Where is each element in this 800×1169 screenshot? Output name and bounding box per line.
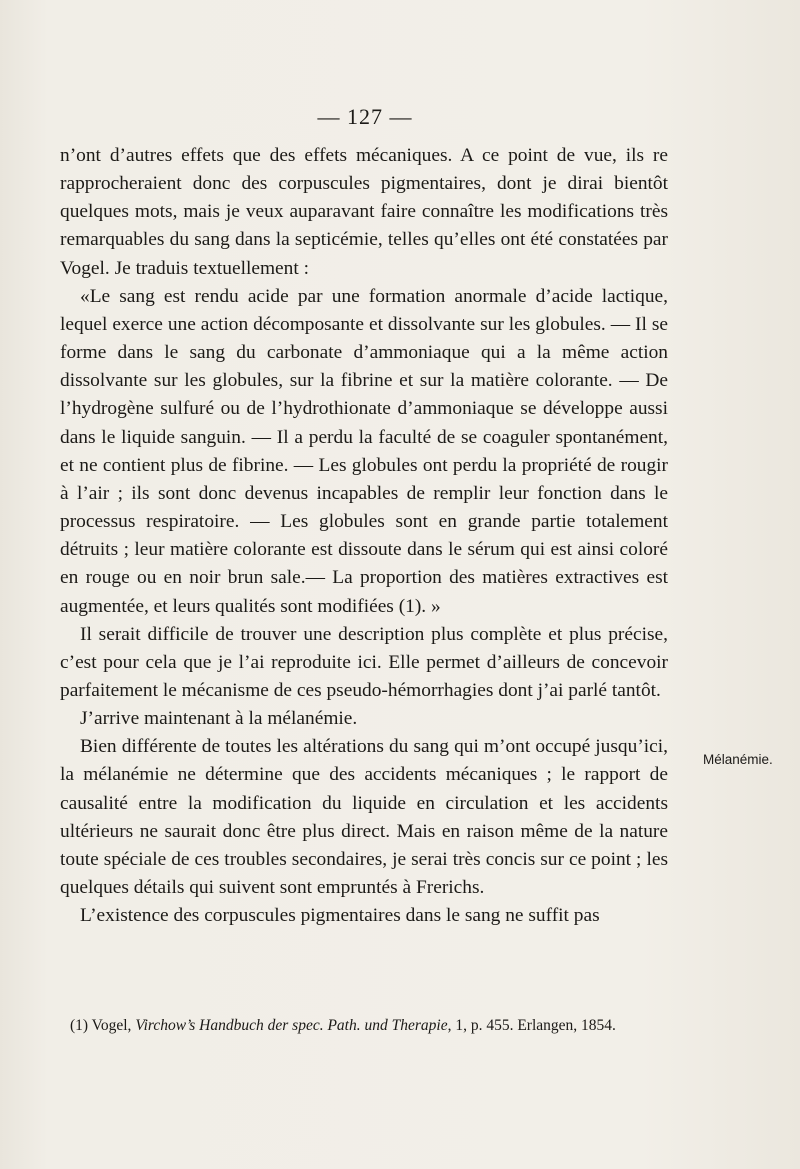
paragraph-6: L’existence des corpuscules pigmentaires dans le sang ne suffit pas	[80, 905, 600, 927]
paragraph-3: Il serait difficile de trouver une description plus complète et plus précise, c’est pour cela que je l’ai reproduite ici. Elle permet d’ailleurs de concevoir parfaitement le mécanisme de ces pseudo-hémorrhagies dont j’ai parlé tantôt.	[60, 623, 668, 701]
footnote	[70, 1017, 670, 1035]
margin-note: Mélanémie.	[703, 752, 773, 767]
page-number: — 127 —	[317, 104, 413, 129]
paragraph-5: Bien différente de toutes les altérations du sang qui m’ont occupé jusqu’ici, la mélanémie ne détermine que des accidents mécaniques ; le rapport de causalité entre la modification du liquide en circulation et les accidents ultérieurs ne saurait donc être plus direct. Mais en raison même de la nature toute spéciale de ces troubles secondaires, je serai très concis sur ce point ; les quelques détails qui suivent sont empruntés à Frerichs.	[60, 736, 668, 899]
footnote-prefix: (1) Vogel,	[70, 1017, 132, 1034]
body-text	[60, 142, 668, 930]
footnote-suffix: , 1, p. 455. Erlangen, 1854.	[447, 1017, 616, 1034]
paragraph-quote: «Le sang est rendu acide par une formation anormale d’acide lactique, lequel exerce une action décomposante et dissolvante sur les globules. — Il se forme dans le sang du carbonate d’ammoniaque qui a la même action dissolvante sur les globules, sur la fibrine et sur la matière colorante. — De l’hydrogène sulfuré ou de l’hydrothionate d’ammoniaque se développe aussi dans le liquide sanguin. — Il a perdu la faculté de se coaguler spontanément, et ne contient plus de fibrine. — Les globules ont perdu la propriété de rougir à l’air ; ils sont donc devenus incapables de remplir leur fonction dans le processus respiratoire. — Les globules sont en grande partie totalement détruits ; leur matière colorante est dissoute dans le sérum qui est ainsi coloré en rouge ou en noir brun sale.— La proportion des matières extractives est augmentée, et leurs qualités sont modifiées (1). »	[60, 285, 668, 617]
paragraph-1: n’ont d’autres effets que des effets mécaniques. A ce point de vue, ils re rapprocheraient donc des corpuscules pigmentaires, dont je dirai bientôt quelques mots, mais je veux auparavant faire connaître les modifications très remarquables du sang dans la septicémie, telles qu’elles ont été constatées par Vogel. Je traduis textuellement :	[60, 145, 668, 279]
footnote-title: Virchow’s Handbuch der spec. Path. und Therapie	[135, 1017, 448, 1034]
paragraph-melanemie-intro: J’arrive maintenant à la mélanémie.	[80, 708, 358, 730]
